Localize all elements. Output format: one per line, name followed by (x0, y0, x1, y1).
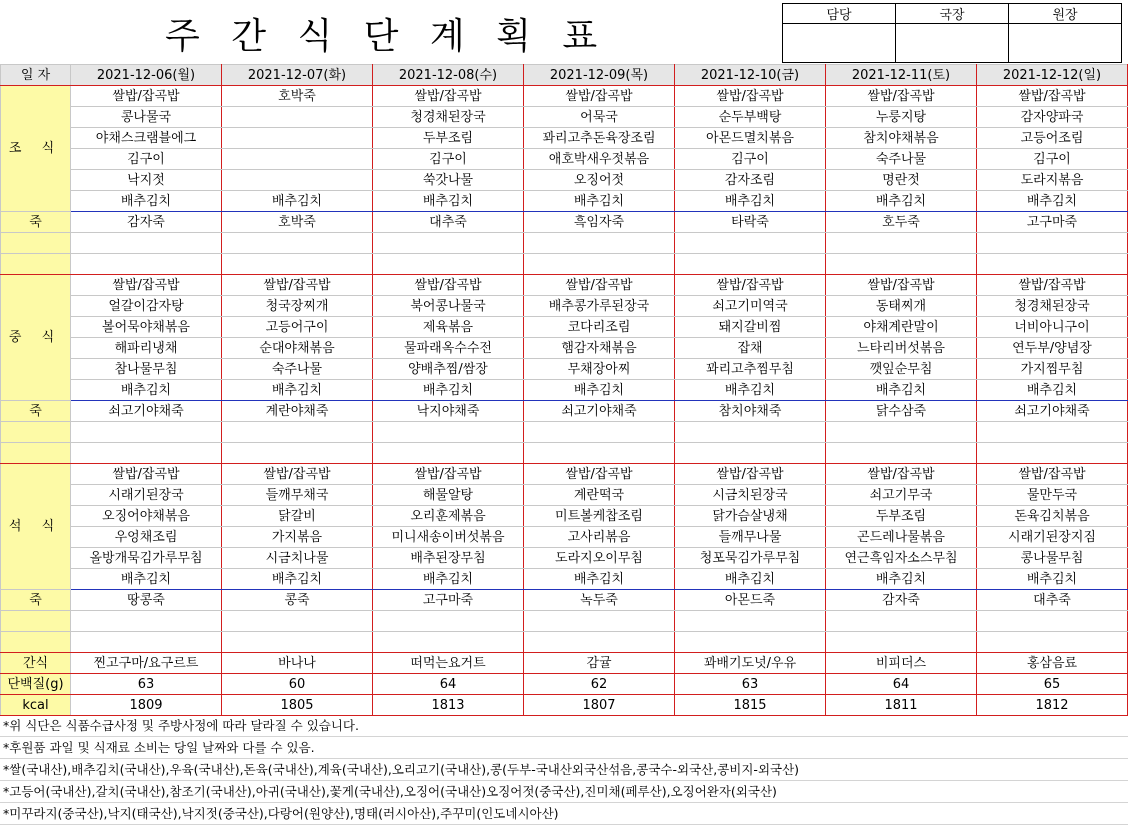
lunch-menu-item[interactable]: 동태찌개 (826, 296, 977, 317)
empty-cell[interactable] (675, 611, 826, 632)
breakfast-menu-item[interactable]: 쌀밥/잡곡밥 (826, 86, 977, 107)
protein-value[interactable]: 63 (71, 674, 222, 695)
kcal-value[interactable]: 1807 (524, 695, 675, 716)
lunch-porridge-label[interactable]: 죽 (1, 401, 71, 422)
empty-cell[interactable] (826, 233, 977, 254)
dinner-menu-item[interactable]: 쌀밥/잡곡밥 (71, 464, 222, 485)
dinner-menu-item[interactable]: 쌀밥/잡곡밥 (524, 464, 675, 485)
protein-value[interactable]: 65 (977, 674, 1128, 695)
lunch-menu-item[interactable]: 가지찜무침 (977, 359, 1128, 380)
breakfast-menu-item[interactable]: 낙지젓 (71, 170, 222, 191)
date-header-label[interactable]: 일 자 (1, 65, 71, 86)
dinner-menu-item[interactable]: 쇠고기무국 (826, 485, 977, 506)
empty-cell[interactable] (222, 443, 373, 464)
lunch-menu-item[interactable]: 순대야채볶음 (222, 338, 373, 359)
breakfast-menu-item[interactable] (222, 128, 373, 149)
table-row (1, 317, 1128, 338)
breakfast-menu-item[interactable]: 콩나물국 (71, 107, 222, 128)
breakfast-menu-item[interactable]: 배추김치 (222, 191, 373, 212)
lunch-menu-item[interactable]: 해파리냉채 (71, 338, 222, 359)
dinner-porridge-item[interactable]: 아몬드죽 (675, 590, 826, 611)
date-header[interactable]: 2021-12-12(일) (977, 65, 1128, 86)
empty-cell[interactable] (222, 233, 373, 254)
empty-cell[interactable] (977, 422, 1128, 443)
lunch-menu-item[interactable]: 북어콩나물국 (373, 296, 524, 317)
lunch-menu-item[interactable]: 청국장찌개 (222, 296, 373, 317)
protein-value[interactable]: 64 (826, 674, 977, 695)
lunch-menu-item[interactable]: 돼지갈비찜 (675, 317, 826, 338)
snack-item[interactable]: 감귤 (524, 653, 675, 674)
lunch-menu-item[interactable]: 코다리조림 (524, 317, 675, 338)
dinner-menu-item[interactable]: 배추된장무침 (373, 548, 524, 569)
dinner-menu-item[interactable]: 청포묵김가루무침 (675, 548, 826, 569)
dinner-menu-item[interactable]: 닭가슴살냉채 (675, 506, 826, 527)
dinner-menu-item[interactable]: 들깨무채국 (222, 485, 373, 506)
breakfast-menu-item[interactable] (222, 149, 373, 170)
note-line: *쌀(국내산),배추김치(국내산),우육(국내산),돈육(국내산),계육(국내산),오리고기(국내산),콩(두부-국내산외국산섞음,콩국수-외국산,콩비지-외국산) (0, 759, 1128, 781)
breakfast-porridge-item[interactable]: 호박죽 (222, 212, 373, 233)
empty-cell[interactable] (222, 611, 373, 632)
empty-cell[interactable] (675, 422, 826, 443)
breakfast-menu-item[interactable]: 명란젓 (826, 170, 977, 191)
note-line: *후원품 과일 및 식재료 소비는 당일 날짜와 다를 수 있음. (0, 737, 1128, 759)
dinner-menu-item[interactable]: 배추김치 (222, 569, 373, 590)
table-row (1, 506, 1128, 527)
breakfast-label[interactable]: 조 식 (1, 86, 71, 212)
protein-label[interactable]: 단백질(g) (1, 674, 71, 695)
empty-cell[interactable] (977, 233, 1128, 254)
date-header[interactable]: 2021-12-06(월) (71, 65, 222, 86)
table-row (1, 128, 1128, 149)
dinner-porridge-item[interactable]: 감자죽 (826, 590, 977, 611)
table-row (1, 191, 1128, 212)
dinner-menu-item[interactable]: 콩나물무침 (977, 548, 1128, 569)
lunch-menu-item[interactable]: 볼어묵야채볶음 (71, 317, 222, 338)
empty-label-cell[interactable] (1, 632, 71, 653)
approval-label: 담당 (783, 4, 896, 24)
lunch-menu-item[interactable]: 참나물무침 (71, 359, 222, 380)
dinner-menu-item[interactable]: 쌀밥/잡곡밥 (222, 464, 373, 485)
lunch-menu-item[interactable]: 너비아니구이 (977, 317, 1128, 338)
empty-cell[interactable] (71, 443, 222, 464)
protein-value[interactable]: 63 (675, 674, 826, 695)
lunch-menu-item[interactable]: 꽈리고추찜무침 (675, 359, 826, 380)
empty-cell[interactable] (373, 611, 524, 632)
empty-cell[interactable] (675, 254, 826, 275)
dinner-menu-item[interactable]: 배추김치 (977, 569, 1128, 590)
table-row (1, 422, 1128, 443)
date-header[interactable]: 2021-12-11(토) (826, 65, 977, 86)
breakfast-menu-item[interactable]: 숙주나물 (826, 149, 977, 170)
dinner-porridge-item[interactable]: 녹두죽 (524, 590, 675, 611)
breakfast-porridge-label[interactable]: 죽 (1, 212, 71, 233)
lunch-menu-item[interactable]: 쌀밥/잡곡밥 (222, 275, 373, 296)
empty-cell[interactable] (524, 254, 675, 275)
empty-cell[interactable] (373, 422, 524, 443)
table-row (1, 674, 1128, 695)
empty-cell[interactable] (826, 611, 977, 632)
empty-cell[interactable] (71, 233, 222, 254)
breakfast-menu-item[interactable]: 애호박새우젓볶음 (524, 149, 675, 170)
lunch-menu-item[interactable]: 쌀밥/잡곡밥 (977, 275, 1128, 296)
empty-cell[interactable] (373, 443, 524, 464)
breakfast-menu-item[interactable]: 쌀밥/잡곡밥 (71, 86, 222, 107)
dinner-menu-item[interactable]: 오리훈제볶음 (373, 506, 524, 527)
snack-item[interactable]: 비피더스 (826, 653, 977, 674)
table-row (1, 401, 1128, 422)
kcal-value[interactable]: 1813 (373, 695, 524, 716)
breakfast-menu-item[interactable]: 배추김치 (71, 191, 222, 212)
lunch-porridge-item[interactable]: 닭수삼죽 (826, 401, 977, 422)
protein-value[interactable]: 60 (222, 674, 373, 695)
dinner-menu-item[interactable]: 시금치나물 (222, 548, 373, 569)
lunch-menu-item[interactable]: 야채계란말이 (826, 317, 977, 338)
breakfast-menu-item[interactable]: 배추김치 (826, 191, 977, 212)
approval-box (782, 3, 1122, 63)
table-row (1, 443, 1128, 464)
breakfast-menu-item[interactable]: 청경채된장국 (373, 107, 524, 128)
dinner-menu-item[interactable]: 쌀밥/잡곡밥 (826, 464, 977, 485)
breakfast-porridge-item[interactable]: 호두죽 (826, 212, 977, 233)
dinner-porridge-item[interactable]: 콩죽 (222, 590, 373, 611)
breakfast-menu-item[interactable]: 쌀밥/잡곡밥 (524, 86, 675, 107)
dinner-porridge-item[interactable]: 땅콩죽 (71, 590, 222, 611)
table-row (1, 212, 1128, 233)
breakfast-menu-item[interactable]: 고등어조림 (977, 128, 1128, 149)
dinner-menu-item[interactable]: 쌀밥/잡곡밥 (977, 464, 1128, 485)
empty-cell[interactable] (222, 254, 373, 275)
breakfast-menu-item[interactable]: 어묵국 (524, 107, 675, 128)
lunch-porridge-item[interactable]: 낙지야채죽 (373, 401, 524, 422)
dinner-menu-item[interactable]: 미니새송이버섯볶음 (373, 527, 524, 548)
table-row (1, 632, 1128, 653)
breakfast-menu-item[interactable]: 감자양파국 (977, 107, 1128, 128)
kcal-value[interactable]: 1809 (71, 695, 222, 716)
table-row (1, 149, 1128, 170)
approval-signature-cell[interactable] (896, 24, 1009, 63)
approval-signature-cell[interactable] (783, 24, 896, 63)
empty-cell[interactable] (977, 632, 1128, 653)
table-row (1, 527, 1128, 548)
approval-signature-cell[interactable] (1009, 24, 1122, 63)
empty-cell[interactable] (373, 632, 524, 653)
breakfast-menu-item[interactable]: 김구이 (71, 149, 222, 170)
breakfast-menu-item[interactable]: 순두부백탕 (675, 107, 826, 128)
breakfast-porridge-item[interactable]: 고구마죽 (977, 212, 1128, 233)
note-line: *미꾸라지(중국산),낙지(태국산),낙지젓(중국산),다랑어(원양산),명태(러시아산),주꾸미(인도네시아산) (0, 803, 1128, 825)
lunch-label[interactable]: 중 식 (1, 275, 71, 401)
empty-cell[interactable] (977, 254, 1128, 275)
approval-label: 국장 (896, 4, 1009, 24)
empty-cell[interactable] (826, 254, 977, 275)
breakfast-menu-item[interactable]: 호박죽 (222, 86, 373, 107)
page-title: 주 간 식 단 계 획 표 (165, 16, 608, 57)
lunch-menu-item[interactable]: 배추김치 (71, 380, 222, 401)
breakfast-menu-item[interactable]: 배추김치 (524, 191, 675, 212)
table-row (1, 296, 1128, 317)
empty-cell[interactable] (222, 632, 373, 653)
breakfast-menu-item[interactable]: 야채스크램블에그 (71, 128, 222, 149)
lunch-menu-item[interactable]: 쌀밥/잡곡밥 (826, 275, 977, 296)
lunch-menu-item[interactable]: 쌀밥/잡곡밥 (373, 275, 524, 296)
empty-cell[interactable] (977, 611, 1128, 632)
empty-cell[interactable] (675, 632, 826, 653)
empty-cell[interactable] (71, 254, 222, 275)
breakfast-menu-item[interactable]: 감자조림 (675, 170, 826, 191)
table-row (1, 170, 1128, 191)
table-row (1, 86, 1128, 107)
empty-cell[interactable] (524, 422, 675, 443)
lunch-menu-item[interactable]: 쇠고기미역국 (675, 296, 826, 317)
breakfast-menu-item[interactable]: 참치야채볶음 (826, 128, 977, 149)
dinner-menu-item[interactable]: 곤드레나물볶음 (826, 527, 977, 548)
dinner-menu-item[interactable]: 우엉채조림 (71, 527, 222, 548)
dinner-menu-item[interactable]: 물만두국 (977, 485, 1128, 506)
empty-label-cell[interactable] (1, 233, 71, 254)
lunch-menu-item[interactable]: 느타리버섯볶음 (826, 338, 977, 359)
lunch-menu-item[interactable]: 쌀밥/잡곡밥 (524, 275, 675, 296)
empty-cell[interactable] (675, 443, 826, 464)
breakfast-menu-item[interactable]: 쑥갓나물 (373, 170, 524, 191)
snack-item[interactable]: 바나나 (222, 653, 373, 674)
dinner-label[interactable]: 석 식 (1, 464, 71, 590)
lunch-porridge-item[interactable]: 쇠고기야채죽 (71, 401, 222, 422)
table-row (1, 380, 1128, 401)
empty-label-cell[interactable] (1, 254, 71, 275)
dinner-menu-item[interactable]: 배추김치 (373, 569, 524, 590)
snack-label[interactable]: 간식 (1, 653, 71, 674)
breakfast-menu-item[interactable]: 쌀밥/잡곡밥 (373, 86, 524, 107)
empty-label-cell[interactable] (1, 443, 71, 464)
dinner-menu-item[interactable]: 고사리볶음 (524, 527, 675, 548)
lunch-menu-item[interactable]: 연두부/양념장 (977, 338, 1128, 359)
dinner-menu-item[interactable]: 돈육김치볶음 (977, 506, 1128, 527)
dinner-menu-item[interactable]: 두부조림 (826, 506, 977, 527)
lunch-menu-item[interactable]: 고등어구이 (222, 317, 373, 338)
lunch-menu-item[interactable]: 청경채된장국 (977, 296, 1128, 317)
lunch-menu-item[interactable]: 물파래옥수수전 (373, 338, 524, 359)
protein-value[interactable]: 62 (524, 674, 675, 695)
lunch-menu-item[interactable]: 햄감자채볶음 (524, 338, 675, 359)
empty-cell[interactable] (826, 443, 977, 464)
lunch-porridge-item[interactable]: 쇠고기야채죽 (977, 401, 1128, 422)
note-line: *위 식단은 식품수급사정 및 주방사정에 따라 달라질 수 있습니다. (0, 715, 1128, 737)
lunch-menu-item[interactable]: 깻잎순무침 (826, 359, 977, 380)
dinner-menu-item[interactable]: 배추김치 (675, 569, 826, 590)
empty-cell[interactable] (71, 632, 222, 653)
dinner-menu-item[interactable]: 계란떡국 (524, 485, 675, 506)
dinner-porridge-item[interactable]: 대추죽 (977, 590, 1128, 611)
empty-cell[interactable] (826, 422, 977, 443)
lunch-menu-item[interactable]: 쌀밥/잡곡밥 (71, 275, 222, 296)
breakfast-menu-item[interactable]: 배추김치 (373, 191, 524, 212)
dinner-menu-item[interactable]: 쌀밥/잡곡밥 (675, 464, 826, 485)
breakfast-menu-item[interactable]: 도라지볶음 (977, 170, 1128, 191)
notes-section (0, 715, 1128, 825)
table-row (1, 653, 1128, 674)
snack-item[interactable]: 찐고구마/요구르트 (71, 653, 222, 674)
empty-label-cell[interactable] (1, 422, 71, 443)
table-row (1, 65, 1128, 86)
breakfast-menu-item[interactable]: 꽈리고추돈육장조림 (524, 128, 675, 149)
empty-cell[interactable] (222, 422, 373, 443)
lunch-menu-item[interactable]: 배추김치 (373, 380, 524, 401)
empty-cell[interactable] (675, 233, 826, 254)
lunch-menu-item[interactable]: 배추김치 (675, 380, 826, 401)
lunch-menu-item[interactable]: 배추김치 (524, 380, 675, 401)
breakfast-menu-item[interactable]: 배추김치 (977, 191, 1128, 212)
breakfast-menu-item[interactable]: 배추김치 (675, 191, 826, 212)
dinner-menu-item[interactable]: 닭갈비 (222, 506, 373, 527)
breakfast-menu-item[interactable]: 아몬드멸치볶음 (675, 128, 826, 149)
empty-cell[interactable] (524, 632, 675, 653)
lunch-menu-item[interactable]: 얼갈이감자탕 (71, 296, 222, 317)
breakfast-porridge-item[interactable]: 흑임자죽 (524, 212, 675, 233)
dinner-menu-item[interactable]: 올방개묵김가루무침 (71, 548, 222, 569)
weekly-menu-table (0, 64, 1128, 716)
dinner-menu-item[interactable]: 오징어야채볶음 (71, 506, 222, 527)
dinner-menu-item[interactable]: 배추김치 (826, 569, 977, 590)
date-header[interactable]: 2021-12-07(화) (222, 65, 373, 86)
table-row (1, 590, 1128, 611)
breakfast-porridge-item[interactable]: 타락죽 (675, 212, 826, 233)
empty-cell[interactable] (524, 611, 675, 632)
protein-value[interactable]: 64 (373, 674, 524, 695)
breakfast-menu-item[interactable] (222, 170, 373, 191)
breakfast-menu-item[interactable]: 오징어젓 (524, 170, 675, 191)
breakfast-menu-item[interactable]: 김구이 (977, 149, 1128, 170)
dinner-porridge-label[interactable]: 죽 (1, 590, 71, 611)
breakfast-menu-item[interactable]: 누룽지탕 (826, 107, 977, 128)
snack-item[interactable]: 꽈배기도넛/우유 (675, 653, 826, 674)
dinner-menu-item[interactable]: 도라지오이무침 (524, 548, 675, 569)
approval-label: 원장 (1009, 4, 1122, 24)
breakfast-menu-item[interactable]: 두부조림 (373, 128, 524, 149)
dinner-menu-item[interactable]: 가지볶음 (222, 527, 373, 548)
lunch-menu-item[interactable]: 쌀밥/잡곡밥 (675, 275, 826, 296)
lunch-menu-item[interactable]: 배추김치 (222, 380, 373, 401)
dinner-menu-item[interactable]: 배추김치 (524, 569, 675, 590)
empty-cell[interactable] (977, 443, 1128, 464)
date-header[interactable]: 2021-12-09(목) (524, 65, 675, 86)
kcal-value[interactable]: 1815 (675, 695, 826, 716)
table-row (1, 359, 1128, 380)
breakfast-menu-item[interactable] (222, 107, 373, 128)
lunch-menu-item[interactable]: 배추김치 (826, 380, 977, 401)
breakfast-menu-item[interactable]: 쌀밥/잡곡밥 (675, 86, 826, 107)
table-row (1, 254, 1128, 275)
table-row (1, 548, 1128, 569)
breakfast-porridge-item[interactable]: 감자죽 (71, 212, 222, 233)
lunch-porridge-item[interactable]: 참치야채죽 (675, 401, 826, 422)
table-row (1, 338, 1128, 359)
note-line: *고등어(국내산),갈치(국내산),참조기(국내산),아귀(국내산),꽃게(국내산),오징어(국내산)오징어젓(중국산),진미채(페루산),오징어완자(외국산) (0, 781, 1128, 803)
lunch-menu-item[interactable]: 잡채 (675, 338, 826, 359)
dinner-menu-item[interactable]: 시금치된장국 (675, 485, 826, 506)
lunch-porridge-item[interactable]: 계란야채죽 (222, 401, 373, 422)
dinner-menu-item[interactable]: 해물알탕 (373, 485, 524, 506)
dinner-menu-item[interactable]: 연근흑임자소스무침 (826, 548, 977, 569)
snack-item[interactable]: 홍삼음료 (977, 653, 1128, 674)
empty-cell[interactable] (826, 632, 977, 653)
dinner-menu-item[interactable]: 들깨무나물 (675, 527, 826, 548)
kcal-value[interactable]: 1812 (977, 695, 1128, 716)
table-row (1, 233, 1128, 254)
breakfast-porridge-item[interactable]: 대추죽 (373, 212, 524, 233)
dinner-porridge-item[interactable]: 고구마죽 (373, 590, 524, 611)
empty-cell[interactable] (373, 254, 524, 275)
dinner-menu-item[interactable]: 시래기된장지짐 (977, 527, 1128, 548)
lunch-menu-item[interactable]: 배추콩가루된장국 (524, 296, 675, 317)
breakfast-menu-item[interactable]: 쌀밥/잡곡밥 (977, 86, 1128, 107)
dinner-menu-item[interactable]: 시래기된장국 (71, 485, 222, 506)
table-row (1, 611, 1128, 632)
lunch-porridge-item[interactable]: 쇠고기야채죽 (524, 401, 675, 422)
table-row (1, 569, 1128, 590)
kcal-label[interactable]: kcal (1, 695, 71, 716)
lunch-menu-item[interactable]: 무채장아찌 (524, 359, 675, 380)
empty-cell[interactable] (71, 422, 222, 443)
kcal-value[interactable]: 1811 (826, 695, 977, 716)
table-row (1, 275, 1128, 296)
dinner-menu-item[interactable]: 쌀밥/잡곡밥 (373, 464, 524, 485)
date-header[interactable]: 2021-12-08(수) (373, 65, 524, 86)
dinner-menu-item[interactable]: 배추김치 (71, 569, 222, 590)
dinner-menu-item[interactable]: 미트볼케찹조림 (524, 506, 675, 527)
lunch-menu-item[interactable]: 배추김치 (977, 380, 1128, 401)
table-row (1, 107, 1128, 128)
lunch-menu-item[interactable]: 제육볶음 (373, 317, 524, 338)
empty-cell[interactable] (524, 233, 675, 254)
table-row (1, 485, 1128, 506)
lunch-menu-item[interactable]: 양배추찜/쌈장 (373, 359, 524, 380)
empty-cell[interactable] (71, 611, 222, 632)
empty-label-cell[interactable] (1, 611, 71, 632)
empty-cell[interactable] (524, 443, 675, 464)
date-header[interactable]: 2021-12-10(금) (675, 65, 826, 86)
breakfast-menu-item[interactable]: 김구이 (675, 149, 826, 170)
table-row (1, 464, 1128, 485)
table-row (1, 695, 1128, 716)
lunch-menu-item[interactable]: 숙주나물 (222, 359, 373, 380)
kcal-value[interactable]: 1805 (222, 695, 373, 716)
snack-item[interactable]: 떠먹는요거트 (373, 653, 524, 674)
breakfast-menu-item[interactable]: 김구이 (373, 149, 524, 170)
empty-cell[interactable] (373, 233, 524, 254)
